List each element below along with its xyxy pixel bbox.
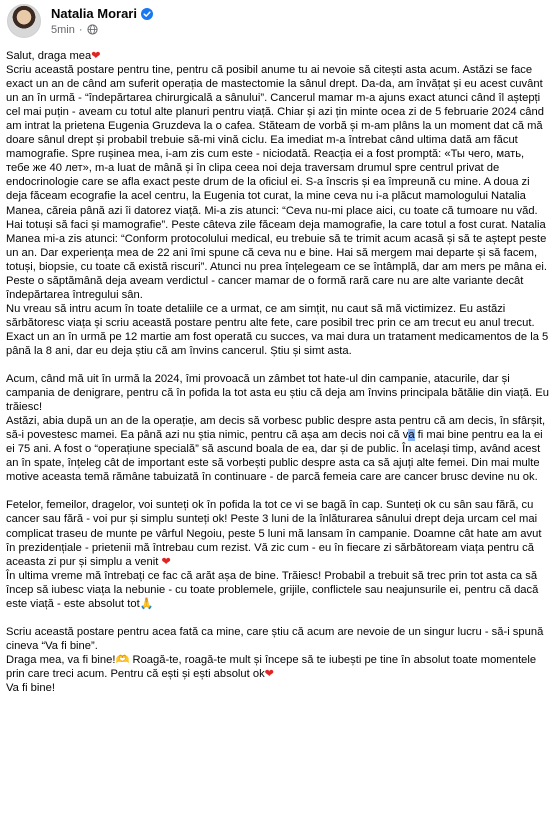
closing-intro: Scriu această postare pentru acea fată ca mine, care știu că acum are nevoie de un singur lucru - să-i spună cineva “Va fi bine”. xyxy=(6,625,544,652)
reflection-text: Acum, când mă uit în urmă la 2024, îmi provoacă un zâmbet tot hate-ul din campanie, atacurile, dar și campania de denigrare, pentru că în pofida la tot asta eu știu că deja am învins principala bătălie din viață. Eu trăiesc! xyxy=(6,373,549,414)
followup-text: Nu vreau să intru acum în toate detaliile ce a urmat, ce am simțit, nu caut să mă victimizez. Eu astăzi sărbătoresc viața și scriu această postare pentru alte fete, care posibil trec prin ce am trecut eu anul trecut. Exact un an în urmă pe 12 martie am fost operată cu succes, va mai dura un tratament medicamentos de la 5 până la 8 ani, dar eu deja știu că am învins cancerul. Știu și simt asta. xyxy=(6,302,549,357)
post-body xyxy=(6,49,549,695)
post-subline xyxy=(51,23,153,37)
verified-badge-icon xyxy=(141,8,153,20)
paragraph-intro xyxy=(6,49,549,358)
women-text: Fetelor, femeilor, dragelor, voi sunteți ok în pofida la tot ce vi se bagă în cap. Sunteți ok cu sân sau fără, cu cancer sau fără - voi pur și simplu sunteți ok! Peste 3 luni de la înlăturarea sânului drept deja urcam cel mai complicat traseu de munte pe vârful Negoiu, peste 5 luni mă lansam în campanie. Doamne cât hate am avut în prezidențiale - prietenii mă întrebau cum rezist. Vă zic cum - eu în fiecare zi sărbătoream viața pentru că aceasta zi pur și simplu a venit xyxy=(6,499,542,568)
paragraph-women xyxy=(6,498,549,610)
globe-icon[interactable] xyxy=(87,24,98,35)
closing-line: Va fi bine! xyxy=(6,681,55,694)
paragraph-closing xyxy=(6,625,549,695)
mother-text-end: fi mai bine pentru ea la ei ei 75 ani. A fost o “operațiune specială” să ascund boala de ea, dar și de public. În același timp, având acest an în spate, înțeleg cât de important este să vorbești public despre asta ca să ajuți alte femei. Din mai multe motive aceasta temă rămâne tabuizată în continuare - de parcă femeia care are cancer brusc devine nu ok. xyxy=(6,429,543,484)
life-text: În ultima vreme mă întrebați ce fac că arăt așa de bine. Trăiesc! Probabil a trebuit să trec prin tot asta ca să încep să iubesc viața la nebunie - cu toate problemele, grijile, conflictele sau neajunsurile ei, pentru că dacă este viață - este absolut tot xyxy=(6,569,539,610)
profile-photo[interactable] xyxy=(7,4,41,38)
paragraph-reflection xyxy=(6,372,549,484)
mother-text-start: Astăzi, abia după un an de la operație, am decis să vorbesc public despre asta pentru că am decis, în sfârșit, să-i povestesc mamei. Ea până azi nu știa nimic, pentru că așa am decis noi că v xyxy=(6,415,546,442)
heart-emoji: ❤ xyxy=(161,555,171,568)
post-header xyxy=(7,4,153,38)
praying-hands-emoji: 🙏 xyxy=(139,597,154,610)
prayer-text: Roagă-te, roagă-te mult și începe să te iubești pe tine în absolut toate momentele prin care treci acum. Pentru că ești și ești absolut ok xyxy=(6,653,537,680)
author-row xyxy=(51,6,153,22)
text-selection: a xyxy=(408,429,415,442)
heart-emoji: ❤ xyxy=(264,667,275,680)
reassurance-text: Draga mea, va fi bine! xyxy=(6,653,116,666)
author-name[interactable]: Natalia Morari xyxy=(51,5,137,21)
heart-hands-emoji: 🫶 xyxy=(115,653,130,666)
story-text: Scriu această postare pentru tine, pentru că posibil anume tu ai nevoie să citești asta acum. Astăzi se face exact un an de când am suferit operația de mastectomie la sânul drept. Da-da, am învățat și eu acest cuvânt un an în urmă - “îndepărtarea chirurgicală a sânului”. Cancerul mamar m-a ajuns exact atunci când îl aștepți cel mai puțin - aveam cu totul alte planuri pentru viață. Chiar și azi țin minte ocea zi de 5 februarie 2024 când am intrat la prietena Eugenia Gruzdeva la o cafea. Stăteam de vorbă și m-am plâns la un moment dat că mă doare sânul drept și probabil trebuie să-mi vină ciclu. Ea imediat m-a întrebat când ultima dată am făcut mamografie. Spre rușinea mea, i-am zis cum este - niciodată. Reacția ei a fost promptă: «Ты чего, мать, тебе же 40 лет», m-a luat de mână și în clipa ceea noi deja traversam drumul spre centrul privat de endocrinologie care se afla exact peste drum de la oficiul ei. S-a înscris și ea împreună cu mine. A doua zi deja făceam ecografie la acel centru, la Eugenia tot curat, la mine ceva nu i-a plăcut mamologului Natalia Manea, căreia până azi îi datorez viață. Mi-a zis atunci: “Ceva nu-mi place aici, cu toate că tumoare nu văd. Hai totuși să faci și mamografie”. Peste câteva zile făceam deja mamografie, la care totul a fost curat. Natalia Manea mi-a zis atunci: “Conform protocolului medical, eu trebuie să te trimit acum acasă și să te aștept peste un an. Dar experiența mea de 22 ani îmi spune că ceva nu e bine. Hai să mergem mai departe și să facem, totuși, biopsie, cu toate că există riscuri”. Atunci nu prea înțelegeam ce se întâmplă, dar am mers pe mâna ei. Peste o săptămână deja aveam verdictul - cancer mamar de o formă rară care nu are alte variante decât îndepărtarea întregului sân. xyxy=(6,64,547,301)
post-time[interactable]: 5min xyxy=(51,23,75,36)
separator-dot: · xyxy=(78,23,83,36)
heart-emoji: ❤ xyxy=(91,50,101,62)
greeting: Salut, draga mea xyxy=(6,50,92,62)
post-meta xyxy=(51,6,153,37)
